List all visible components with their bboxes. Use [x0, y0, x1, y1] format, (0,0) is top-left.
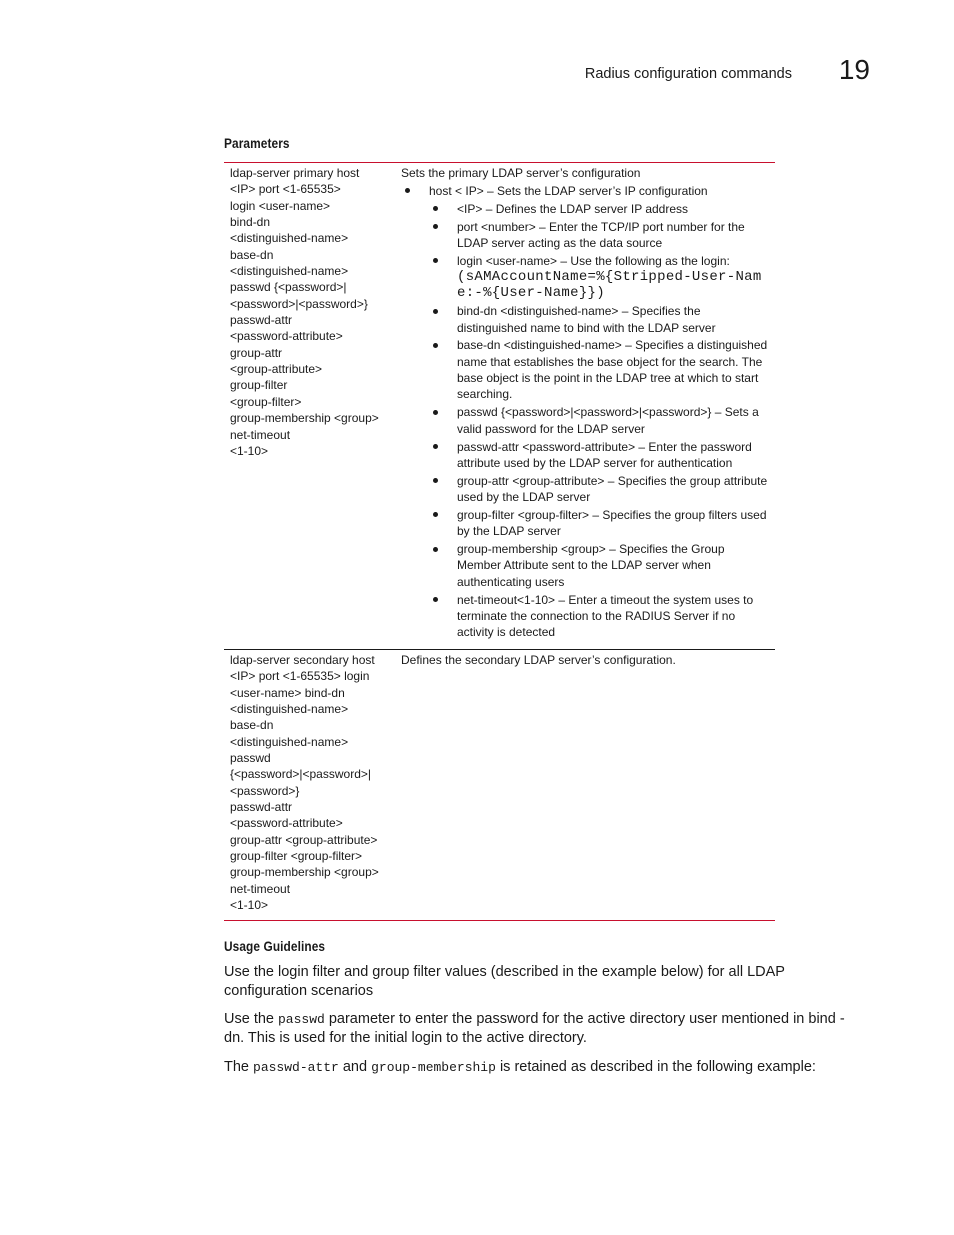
- syntax-line: group-attr: [230, 345, 283, 360]
- running-header-title: Radius configuration commands: [584, 66, 792, 82]
- secondary-syntax-cell: [224, 650, 389, 920]
- inline-code: group-membership: [371, 1060, 496, 1075]
- bullet-icon: [433, 597, 438, 602]
- list-item: <IP> – Defines the LDAP server IP address: [401, 201, 769, 217]
- bullet-icon: [433, 343, 438, 348]
- syntax-line: ldap-server secondary host: [230, 653, 375, 667]
- list-item: port <number> – Enter the TCP/IP port number for the LDAP server acting as the data source: [401, 219, 769, 252]
- syntax-line: <password>}: [230, 783, 300, 798]
- syntax-line: <password>|<password>}: [230, 296, 368, 311]
- bullet-icon: [433, 410, 438, 415]
- usage-guidelines-heading: Usage Guidelines: [224, 939, 326, 954]
- syntax-line: passwd-attr: [230, 313, 293, 328]
- syntax-line: net-timeout: [230, 881, 291, 896]
- list-item: net-timeout<1-10> – Enter a timeout the system uses to terminate the connection to the RADIUS Server if no activity is detected: [401, 592, 769, 641]
- bullet-icon: [433, 478, 438, 483]
- syntax-line: net-timeout: [230, 427, 291, 442]
- table-row: [224, 163, 775, 649]
- syntax-line: passwd-attr: [230, 800, 293, 815]
- usage-paragraph-1: Use the login filter and group filter values (described in the example below) for all LDAP configuration scenarios: [224, 964, 785, 999]
- bullet-icon: [433, 224, 438, 229]
- login-filter-code: (sAMAccountName=%{Stripped-User-Name:-%{User-Name}}): [457, 269, 762, 302]
- syntax-line: base-dn: [230, 247, 274, 262]
- syntax-line: <1-10>: [230, 898, 269, 913]
- syntax-line: <password-attribute>: [230, 816, 343, 831]
- syntax-line: <IP> port <1-65535>: [230, 182, 341, 197]
- syntax-line: group-filter <group-filter>: [230, 849, 363, 864]
- syntax-line: group-membership <group>: [230, 411, 379, 426]
- syntax-line: {<password>|<password>|: [230, 767, 371, 782]
- bullet-icon: [433, 547, 438, 552]
- syntax-line: group-attr <group-attribute>: [230, 832, 378, 847]
- syntax-line: <group-filter>: [230, 394, 302, 409]
- primary-intro: Sets the primary LDAP server’s configuration: [401, 166, 641, 180]
- syntax-line: <IP> port <1-65535> login: [230, 669, 370, 684]
- list-item: host < IP> – Sets the LDAP server’s IP configuration: [401, 183, 769, 199]
- syntax-line: passwd: [230, 751, 271, 766]
- syntax-line: <distinguished-name>: [230, 702, 349, 717]
- parameters-heading: Parameters: [224, 136, 290, 151]
- chapter-number: 19: [838, 54, 870, 85]
- usage-paragraph-3: The passwd-attr and group-membership is retained as described in the following example:: [224, 1059, 816, 1075]
- syntax-line: <group-attribute>: [230, 362, 323, 377]
- syntax-line: login <user-name>: [230, 198, 331, 213]
- table-row: [224, 649, 775, 920]
- list-item: bind-dn <distinguished-name> – Specifies the distinguished name to bind with the LDAP server: [401, 303, 769, 336]
- list-item: base-dn <distinguished-name> – Specifies a distinguished name that establishes the base object for the search. The base object is the point in the LDAP tree at which to start searching.: [401, 337, 769, 402]
- syntax-line: <user-name> bind-dn: [230, 685, 345, 700]
- bullet-icon: [433, 444, 438, 449]
- list-item: passwd-attr <password-attribute> – Enter the password attribute used by the LDAP server for authentication: [401, 439, 769, 472]
- syntax-line: <distinguished-name>: [230, 264, 349, 279]
- list-item: passwd {<password>|<password>|<password>} – Sets a valid password for the LDAP server: [401, 404, 769, 437]
- list-item: group-membership <group> – Specifies the Group Member Attribute sent to the LDAP server when authenticating users: [401, 541, 769, 590]
- bullet-icon: [433, 512, 438, 517]
- syntax-line: <1-10>: [230, 443, 269, 458]
- secondary-description-cell: [389, 650, 775, 920]
- parameters-table: [224, 162, 775, 921]
- secondary-description: Defines the secondary LDAP server’s configuration.: [401, 653, 676, 667]
- primary-description-cell: [389, 163, 775, 649]
- syntax-line: group-filter: [230, 378, 288, 393]
- syntax-line: <distinguished-name>: [230, 231, 349, 246]
- syntax-line: base-dn: [230, 718, 274, 733]
- syntax-line: group-membership <group>: [230, 865, 379, 880]
- bullet-icon: [433, 309, 438, 314]
- inline-code: passwd-attr: [253, 1060, 339, 1075]
- primary-option-list: [401, 183, 769, 641]
- bullet-icon: [433, 206, 438, 211]
- primary-syntax-cell: [224, 163, 389, 649]
- bullet-icon: [433, 258, 438, 263]
- list-item: group-filter <group-filter> – Specifies the group filters used by the LDAP server: [401, 507, 769, 540]
- syntax-line: <password-attribute>: [230, 329, 343, 344]
- syntax-line: ldap-server primary host: [230, 166, 360, 180]
- bullet-icon: [405, 188, 410, 193]
- syntax-line: passwd {<password>|: [230, 280, 347, 295]
- inline-code: passwd: [278, 1012, 325, 1027]
- syntax-line: <distinguished-name>: [230, 734, 349, 749]
- list-item: login <user-name> – Use the following as the login: (sAMAccountName=%{Stripped-User-Name:-%{User-Name}}): [401, 253, 769, 302]
- usage-paragraph-2: Use the passwd parameter to enter the password for the active directory user mentioned in bind -dn. This is used for the initial login to the active directory.: [224, 1011, 845, 1046]
- list-item: group-attr <group-attribute> – Specifies the group attribute used by the LDAP server: [401, 473, 769, 506]
- syntax-line: bind-dn: [230, 215, 271, 230]
